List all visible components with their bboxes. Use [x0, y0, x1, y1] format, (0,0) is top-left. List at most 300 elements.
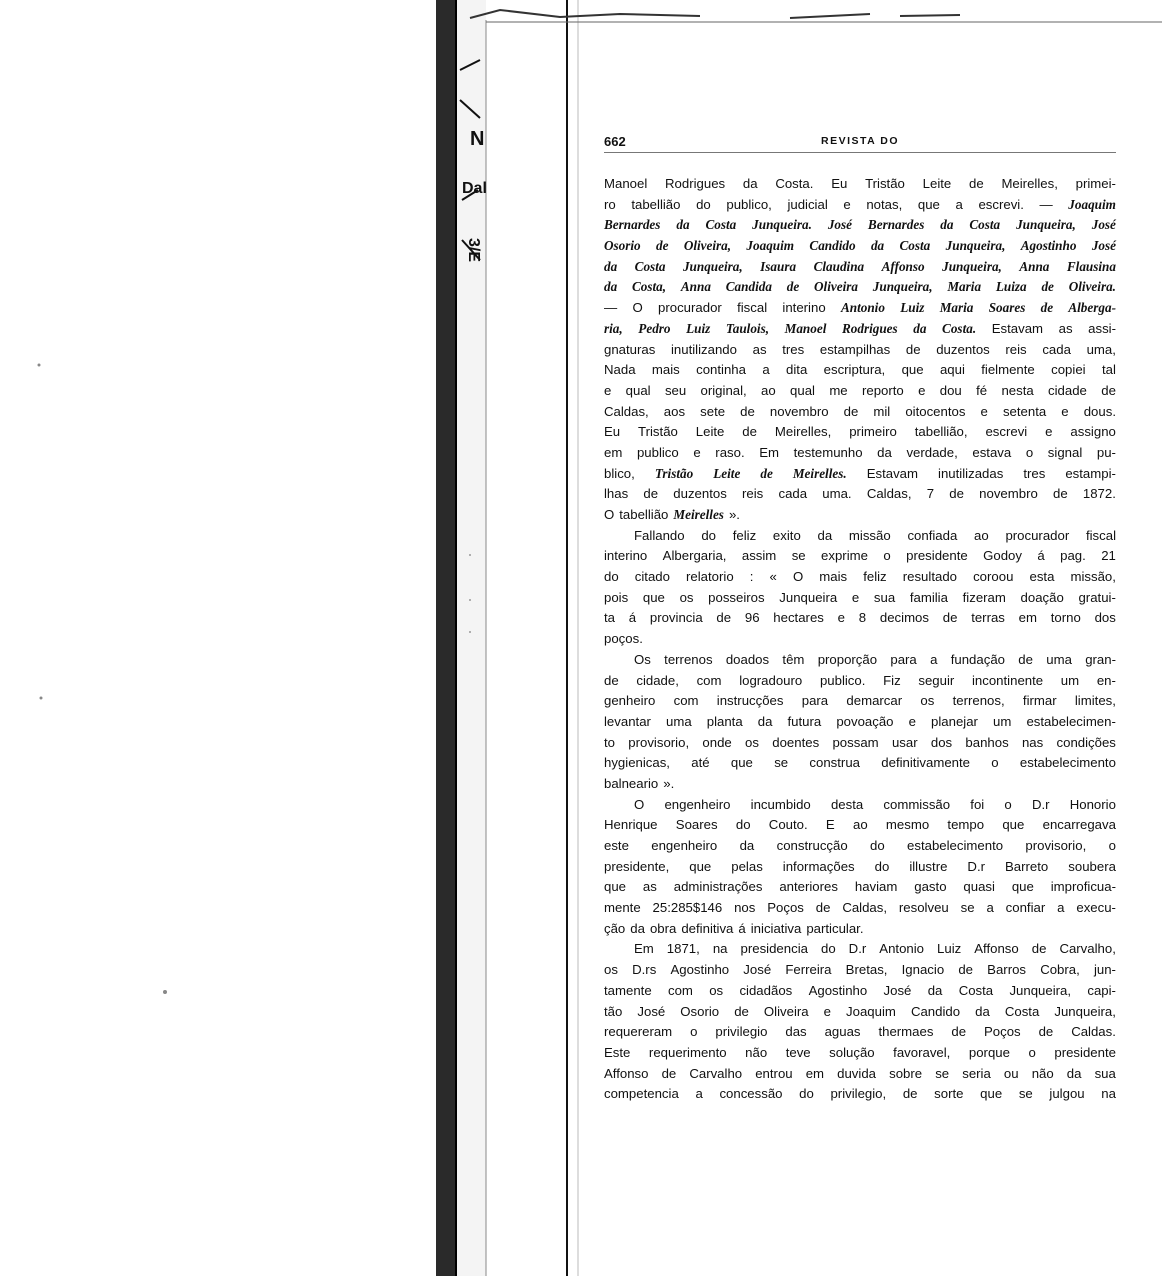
text-line: [604, 215, 1116, 236]
word: thermaes: [878, 1024, 934, 1040]
word: aos: [663, 403, 686, 419]
word: requerimento: [648, 1044, 727, 1060]
text-line: [604, 815, 1116, 836]
word: se: [791, 548, 806, 564]
word: da: [927, 982, 943, 998]
word: concessão: [719, 1086, 783, 1102]
word: Os: [634, 651, 651, 667]
text-line: [604, 1002, 1116, 1023]
word: provincia: [649, 610, 703, 626]
word: reis: [1005, 341, 1027, 357]
word: do: [604, 569, 619, 585]
word: requereram: [604, 1024, 673, 1040]
word: reis: [742, 486, 764, 502]
word: Poços: [767, 900, 804, 916]
text-line: [604, 1064, 1116, 1085]
word: 96: [744, 610, 760, 626]
italic-word: Anna: [680, 279, 711, 295]
italic-word: Joaquim: [1068, 196, 1116, 212]
italic-word: Osorio: [604, 238, 641, 254]
word: e: [604, 382, 612, 398]
word: procurador: [658, 300, 722, 316]
word: de: [951, 1024, 967, 1040]
word: que: [901, 362, 924, 378]
text-line: [604, 939, 1116, 960]
word: to: [604, 734, 615, 750]
word: Barreto: [1005, 858, 1049, 874]
word: publico.: [819, 672, 866, 688]
word: presidente,: [604, 858, 670, 874]
word: com: [696, 672, 722, 688]
italic-word: Taulois,: [725, 320, 770, 336]
word: gratui-: [1078, 589, 1116, 605]
word: nesta: [1001, 382, 1034, 398]
italic-word: Meirelles: [673, 507, 724, 522]
word: condições: [1056, 734, 1116, 750]
italic-word: da: [913, 320, 927, 336]
italic-word: Luiz: [686, 320, 711, 336]
word: em: [805, 1065, 825, 1081]
word: haviam: [854, 879, 898, 895]
word: qual: [625, 382, 651, 398]
italic-word: Flausina: [1066, 258, 1116, 274]
word: mente: [604, 900, 641, 916]
word: de: [604, 672, 619, 688]
word: dos: [1094, 610, 1116, 626]
word: os: [745, 734, 759, 750]
word: familia: [909, 589, 948, 605]
word: sorte: [934, 1086, 964, 1102]
word: que: [1011, 879, 1034, 895]
word: cidadãos: [739, 982, 793, 998]
text-line: [604, 195, 1116, 216]
word: commissão: [883, 796, 951, 812]
word: da: [630, 920, 645, 936]
word: de: [1101, 382, 1116, 398]
italic-word: Junqueira,: [1016, 217, 1076, 233]
word: não: [745, 1044, 768, 1060]
word: desta: [830, 796, 864, 812]
word: original,: [700, 382, 747, 398]
text-line: [604, 546, 1116, 567]
word: dos: [930, 734, 953, 750]
word: O: [604, 507, 615, 522]
word: e: [918, 382, 926, 398]
word: obra: [649, 920, 677, 936]
italic-word: Antonio: [840, 300, 885, 316]
word: terras: [971, 610, 1005, 626]
word: das: [785, 1024, 807, 1040]
word: novembro: [979, 486, 1038, 502]
word: citado: [634, 569, 670, 585]
word: e: [1061, 403, 1069, 419]
word: os: [604, 962, 618, 978]
word: pelas: [731, 858, 763, 874]
text-line: [604, 298, 1116, 319]
word: que: [1002, 817, 1025, 833]
word: inutilizadas: [938, 465, 1004, 481]
word: de: [843, 403, 859, 419]
word: Oliveira: [763, 1003, 809, 1019]
italic-word: Costa.: [942, 320, 977, 336]
word: Fiz: [883, 672, 901, 688]
word: Bretas,: [845, 962, 888, 978]
word: Meirelles,: [1001, 176, 1058, 191]
word: fiscal: [1085, 527, 1116, 543]
word: privilegio,: [830, 1086, 887, 1102]
italic-word: Maria: [939, 300, 974, 316]
word: têm: [782, 651, 805, 667]
text-line: [604, 174, 1116, 195]
word: cada: [778, 486, 808, 502]
word: iniciativa: [750, 920, 802, 936]
word: planta: [706, 713, 743, 729]
text-line: [604, 960, 1116, 981]
word: tamente: [604, 982, 652, 998]
word: Este: [604, 1044, 631, 1060]
word: nos: [734, 900, 756, 916]
word: sua: [873, 589, 896, 605]
word: Estavam: [991, 320, 1044, 336]
binding-fragment: 3/E: [465, 238, 482, 263]
italic-word: Oliveira: [814, 279, 858, 295]
word: uma,: [1086, 341, 1116, 357]
word: ».: [728, 507, 740, 522]
word: Cobra,: [1040, 962, 1080, 978]
word: doentes: [772, 734, 820, 750]
text-line: [604, 526, 1116, 547]
word: execu-: [1076, 900, 1116, 916]
word: cada: [1042, 341, 1071, 357]
text-line: [604, 505, 1116, 526]
page-header: [604, 134, 1116, 153]
word: blico,: [604, 465, 635, 481]
word: :: [749, 569, 754, 585]
word: que: [642, 589, 665, 605]
word: de: [661, 1065, 677, 1081]
word: da: [975, 1003, 990, 1019]
italic-word: Alberga-: [1068, 300, 1116, 316]
word: sua: [1094, 1065, 1116, 1081]
binding-fragment: Dal: [462, 180, 487, 197]
word: cidade,: [636, 672, 679, 688]
word: José: [637, 1003, 666, 1019]
italic-word: Luiz: [900, 300, 925, 316]
text-line: [604, 650, 1116, 671]
word: O: [792, 569, 804, 585]
text-line: [604, 319, 1116, 340]
text-line: [604, 340, 1116, 361]
word: jun-: [1093, 962, 1116, 978]
word: e: [851, 589, 860, 605]
word: ção: [604, 920, 626, 936]
italic-word: Leite: [713, 465, 741, 481]
word: terrenos,: [952, 693, 1005, 709]
word: coroou: [973, 569, 1014, 585]
word: nas: [1021, 734, 1044, 750]
word: capi-: [1087, 982, 1116, 998]
italic-word: Junqueira,: [945, 238, 1006, 254]
text-line: [604, 671, 1116, 692]
word: presidente: [1054, 1044, 1116, 1060]
word: a: [930, 651, 938, 667]
italic-word: Meirelles.: [792, 465, 847, 481]
word: Couto.: [768, 817, 808, 833]
word: de: [905, 341, 921, 357]
word: doados: [725, 651, 770, 667]
word: Joaquim: [846, 1003, 896, 1019]
body-text: [604, 174, 1116, 1105]
word: que: [689, 858, 712, 874]
word: de: [1053, 486, 1068, 502]
word: solução: [829, 1044, 875, 1060]
word: com: [667, 982, 693, 998]
word: José: [883, 982, 912, 998]
word: Caldas,: [866, 486, 912, 502]
word: Eu: [831, 176, 848, 191]
word: para: [890, 651, 917, 667]
word: sobre: [889, 1065, 923, 1081]
word: porque: [968, 1044, 1010, 1060]
word: resultado: [902, 569, 957, 585]
text-line: [604, 381, 1116, 402]
word: Tristão: [638, 424, 678, 440]
text-line: [604, 464, 1116, 485]
word: fiscal: [737, 300, 768, 316]
italic-word: Manoel: [784, 320, 827, 336]
word: estabelecimen-: [1026, 713, 1116, 729]
word: de: [742, 424, 757, 440]
word: de: [815, 900, 831, 916]
word: tabellião: [619, 507, 669, 522]
word: Junqueira: [779, 589, 838, 605]
word: Ferreira: [785, 962, 832, 978]
italic-word: Tristão: [654, 465, 694, 481]
text-line: [604, 1043, 1116, 1064]
italic-word: ria,: [604, 320, 623, 336]
word: de: [1031, 941, 1047, 957]
word: lhas: [604, 486, 629, 502]
word: testemunho: [793, 444, 863, 460]
word: notas,: [866, 196, 903, 212]
word: cidade: [1048, 382, 1087, 398]
word: na: [1101, 1086, 1116, 1102]
word: ta: [604, 610, 615, 626]
word: Tristão: [865, 176, 905, 191]
word: o: [883, 548, 891, 564]
running-title: REVISTA DO: [820, 135, 899, 147]
text-line: [604, 360, 1116, 381]
word: o: [1025, 444, 1034, 460]
italic-word: Costa: [705, 217, 737, 233]
text-line: [604, 402, 1116, 423]
word: Carvalho,: [1059, 941, 1116, 957]
word: —: [1039, 196, 1053, 212]
word: presidencia: [740, 941, 808, 957]
word: a: [1057, 900, 1065, 916]
word: em: [604, 444, 623, 460]
word: que: [604, 879, 627, 895]
word: 7: [926, 486, 935, 502]
word: banhos: [965, 734, 1009, 750]
word: possam: [832, 734, 879, 750]
word: qual: [790, 382, 815, 398]
italic-word: Isaura: [760, 258, 797, 274]
italic-word: Agostinho: [1020, 238, 1077, 254]
word: continha: [696, 362, 746, 378]
word: publico: [636, 444, 679, 460]
word: José: [743, 962, 772, 978]
word: duvida: [837, 1065, 877, 1081]
word: improficua-: [1050, 879, 1116, 895]
text-line: [604, 691, 1116, 712]
text-line: [604, 257, 1116, 278]
word: instrucções: [716, 693, 784, 709]
italic-word: Oliveira,: [683, 238, 732, 254]
word: tempo: [947, 817, 985, 833]
word: os: [679, 589, 694, 605]
text-line: [604, 774, 1116, 795]
word: Costa: [1004, 1003, 1040, 1019]
word: e: [837, 610, 845, 626]
italic-word: Junqueira,: [872, 279, 933, 295]
word: julgou: [1049, 1086, 1085, 1102]
word: do: [870, 838, 885, 853]
word: 21: [1101, 548, 1116, 564]
text-line: [604, 277, 1116, 298]
word: Rodrigues: [665, 176, 726, 191]
page-number: 662: [604, 134, 626, 149]
word: Carvalho: [689, 1065, 743, 1081]
word: o: [690, 1024, 698, 1040]
word: seria: [962, 1065, 991, 1081]
word: sete: [700, 403, 726, 419]
word: Godoy: [983, 548, 1022, 564]
word: á: [628, 610, 637, 626]
word: encarregava: [1042, 817, 1116, 833]
word: duzentos: [673, 486, 727, 502]
italic-word: José: [1091, 217, 1116, 233]
word: não: [1031, 1065, 1054, 1081]
word: raso.: [715, 444, 745, 460]
italic-word: Maria: [947, 279, 982, 295]
italic-word: Anna: [1019, 258, 1050, 274]
word: da: [817, 527, 833, 543]
text-line: [604, 919, 1116, 940]
italic-word: de: [786, 279, 800, 295]
italic-word: Candida: [725, 279, 772, 295]
text-line: [604, 877, 1116, 898]
word: Candido: [910, 1003, 961, 1019]
word: reporto: [861, 382, 904, 398]
word: me: [829, 382, 848, 398]
word: balneario: [604, 775, 659, 791]
word: 25:285$146: [652, 900, 723, 916]
word: Antonio: [879, 941, 925, 957]
text-line: [604, 629, 1116, 650]
word: Eu: [604, 424, 621, 440]
italic-word: Soares: [988, 300, 1026, 316]
word: construcção: [776, 838, 848, 853]
word: Costa.: [775, 176, 814, 191]
word: illustre: [909, 858, 948, 874]
text-line: [604, 836, 1116, 857]
word: primeiro: [849, 424, 897, 440]
word: tão: [604, 1003, 623, 1019]
word: do: [701, 527, 716, 543]
word: privilegio: [715, 1024, 768, 1040]
word: que: [917, 196, 940, 212]
word: estampilhas: [819, 341, 891, 357]
word: interino: [604, 548, 648, 564]
word: um: [1060, 672, 1080, 688]
word: confiar: [1005, 900, 1046, 916]
word: pag.: [1060, 548, 1086, 564]
text-line: [604, 422, 1116, 443]
italic-word: Oliveira.: [1068, 279, 1116, 295]
word: a: [986, 900, 994, 916]
word: as: [642, 879, 657, 895]
binding-shadow: [436, 0, 456, 1276]
word: gran-: [1085, 651, 1116, 667]
word: futura: [787, 713, 822, 729]
word: de: [949, 486, 964, 502]
text-line: [604, 753, 1116, 774]
word: do: [696, 196, 711, 212]
word: os: [709, 982, 724, 998]
word: provisorio,: [628, 734, 690, 750]
word: para: [801, 693, 829, 709]
text-line: [604, 1084, 1116, 1105]
word: administrações: [673, 879, 763, 895]
word: ao: [761, 382, 776, 398]
word: Agostinho: [808, 982, 868, 998]
word: mil: [873, 403, 891, 419]
word: posseiros: [708, 589, 765, 605]
word: da: [739, 838, 755, 853]
word: provisorio,: [1025, 838, 1087, 853]
text-line: [604, 484, 1116, 505]
word: Honorio: [1069, 796, 1116, 812]
word: de: [734, 1003, 749, 1019]
word: missão: [848, 527, 891, 543]
binding-fragment: N: [470, 128, 485, 150]
italic-word: Pedro: [638, 320, 671, 336]
word: D.rs: [632, 962, 657, 978]
word: definitivamente: [881, 755, 970, 771]
word: uma: [666, 713, 692, 729]
speck: [163, 990, 167, 994]
word: a: [955, 196, 963, 212]
word: engenheiro: [664, 796, 731, 812]
word: quasi: [963, 879, 995, 895]
word: judicial: [787, 196, 828, 212]
word: de: [740, 403, 755, 419]
word: copiei: [1051, 362, 1086, 378]
italic-word: da: [676, 217, 690, 233]
italic-word: de: [760, 465, 773, 481]
word: do: [874, 858, 890, 874]
word: este: [604, 838, 629, 853]
word: de: [1018, 651, 1033, 667]
word: o: [991, 755, 999, 771]
word: Affonso: [974, 941, 1019, 957]
word: os: [920, 693, 935, 709]
text-line: [604, 608, 1116, 629]
word: o: [1108, 838, 1116, 853]
word: dou: [939, 382, 962, 398]
word: esta: [1029, 569, 1055, 585]
